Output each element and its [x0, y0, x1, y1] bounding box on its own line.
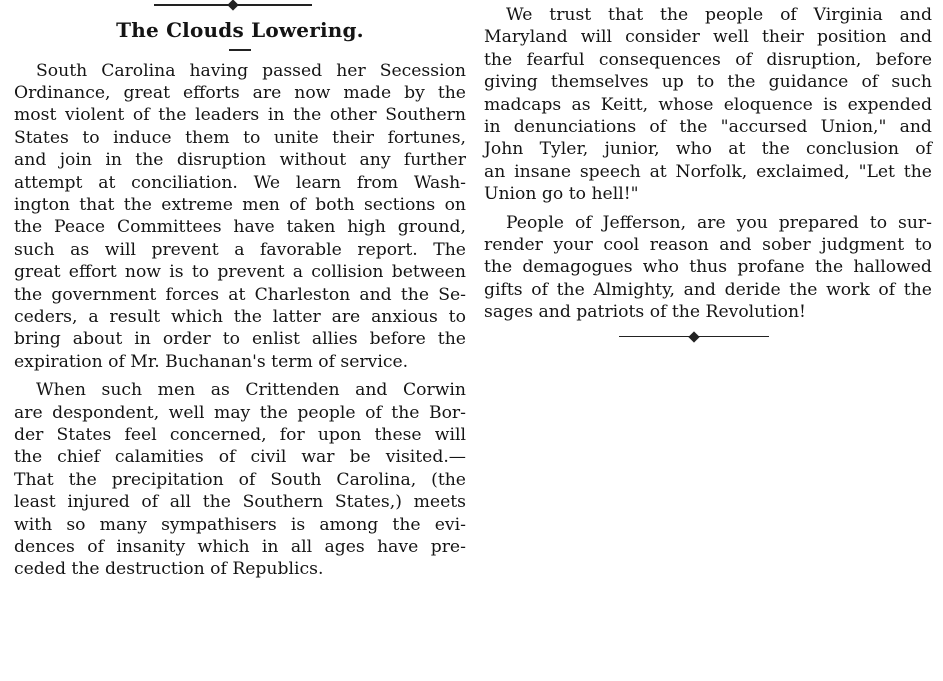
text-line: Union go to hell!" [484, 184, 639, 205]
text-line: great effort now is to prevent a collision between [14, 262, 466, 283]
text-line: States to induce them to unite their fortunes, [14, 127, 466, 148]
text-line: gifts of the Almighty, and deride the work of the [484, 279, 932, 300]
text-line: least injured of all the Southern States,) meets [14, 492, 466, 513]
left-column [14, 0, 466, 581]
closing-ornament-rule [484, 332, 932, 342]
paragraph [14, 379, 466, 581]
text-line: with so many sympathisers is among the evi- [14, 514, 466, 535]
text-line: Ordinance, great efforts are now made by the [14, 82, 466, 103]
text-line: render your cool reason and sober judgment to [484, 235, 932, 256]
text-line: sages and patriots of the Revolution! [484, 302, 806, 323]
text-line: the government forces at Charleston and the Se- [14, 284, 466, 305]
text-line: an insane speech at Norfolk, exclaimed, "Let the [484, 161, 932, 182]
text-line: We trust that the people of Virginia and [506, 5, 932, 25]
text-line: and join in the disruption without any further [14, 150, 466, 171]
text-line: der States feel concerned, for upon these will [14, 425, 466, 445]
text-line: attempt at conciliation. We learn from Wash- [14, 172, 466, 193]
text-line: When such men as Crittenden and Corwin [36, 380, 466, 401]
text-line: are despondent, well may the people of the Bor- [14, 402, 466, 423]
text-line: the demagogues who thus profane the hallowed [484, 257, 932, 278]
text-line: madcaps as Keitt, whose eloquence is expended [484, 94, 932, 115]
text-line: John Tyler, junior, who at the conclusion of [484, 139, 932, 160]
text-line: People of Jefferson, are you prepared to sur- [506, 212, 932, 233]
text-line: Maryland will consider well their position and [484, 27, 932, 48]
headline-divider [229, 49, 251, 51]
paragraph [484, 212, 932, 324]
text-line: in denunciations of the "accursed Union," and [484, 117, 932, 138]
text-line: South Carolina having passed her Secession [36, 60, 466, 81]
text-line: ington that the extreme men of both sections on [14, 194, 466, 215]
right-article-body [484, 4, 932, 324]
text-line: expiration of Mr. Buchanan's term of service. [14, 351, 409, 372]
text-line: bring about in order to enlist allies before the [14, 329, 466, 350]
text-line: the fearful consequences of disruption, before [484, 49, 932, 70]
article-headline: The Clouds Lowering. [116, 18, 364, 42]
text-line: ceders, a result which the latter are anxious to [14, 306, 466, 327]
top-ornament-rule [14, 0, 466, 10]
text-line: ceded the destruction of Republics. [14, 559, 324, 580]
paragraph [14, 60, 466, 374]
text-line: dences of insanity which in all ages have pre- [14, 537, 466, 558]
text-line: the chief calamities of civil war be visited.— [14, 447, 466, 468]
right-column [484, 0, 932, 342]
text-line: giving themselves up to the guidance of such [484, 72, 932, 93]
text-line: That the precipitation of South Carolina, (the [14, 469, 466, 490]
text-line: such as will prevent a favorable report. The [14, 239, 466, 260]
paragraph [484, 4, 932, 206]
text-line: the Peace Committees have taken high ground, [14, 217, 466, 238]
left-article-body [14, 60, 466, 581]
text-line: most violent of the leaders in the other Southern [14, 105, 466, 126]
